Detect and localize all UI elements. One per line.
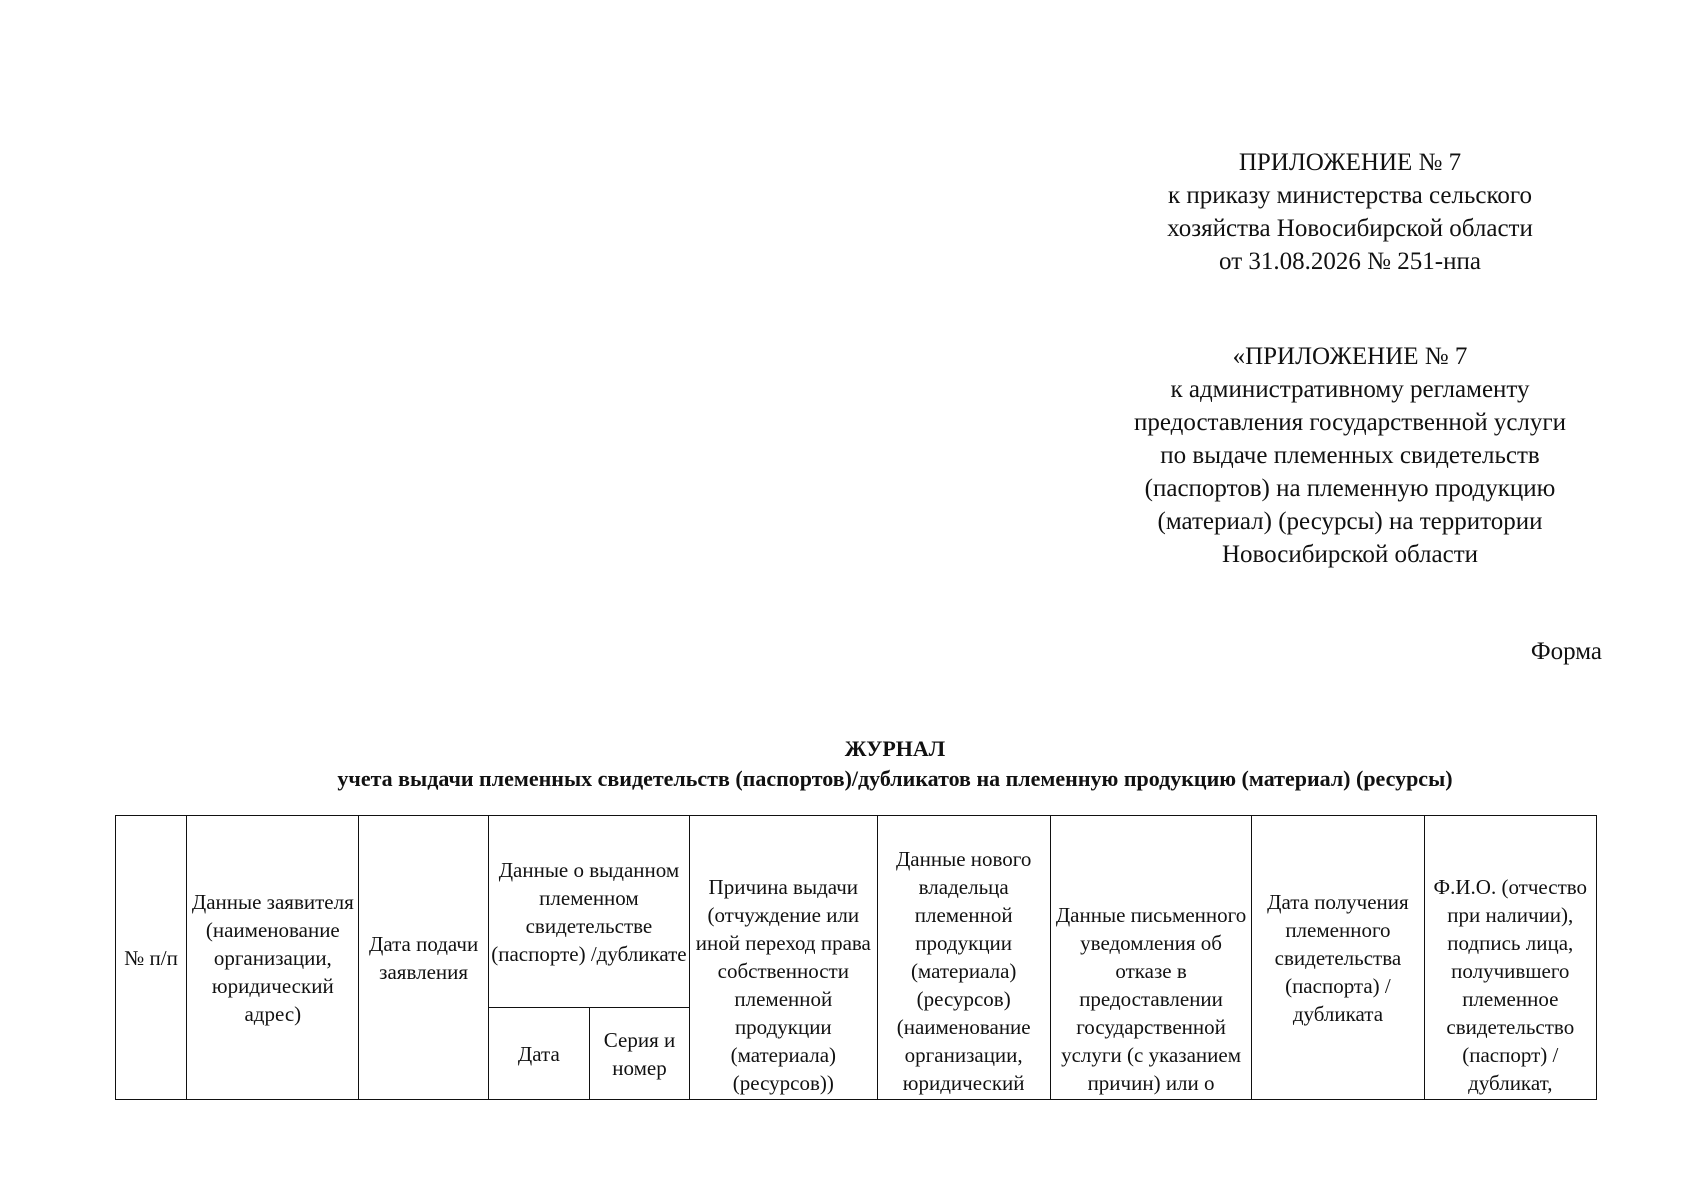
journal-heading — [0, 734, 1697, 794]
form-label: Форма — [1530, 638, 1602, 665]
journal-title: ЖУРНАЛ — [844, 736, 946, 761]
column-header-recipient-text: Ф.И.О. (отчество при наличии), подпись лица, получившего племенное свидетельство (паспорт) /дубликат, — [1433, 875, 1588, 1095]
amendment-line: хозяйства Новосибирской области — [1167, 215, 1533, 242]
original-line: Новосибирской области — [1221, 541, 1479, 568]
subcolumn-header-date: Дата — [488, 1008, 589, 1100]
column-header-application-date: Дата подачи заявления — [359, 816, 488, 1100]
column-header-issued-certificate: Данные о выданном племенном свидетельстве (паспорте) /дубликате — [488, 816, 689, 1008]
amendment-appendix-block — [1050, 146, 1650, 278]
original-line: (материал) (ресурсы) на территории — [1157, 508, 1543, 535]
journal-subtitle: учета выдачи племенных свидетельств (паспортов)/дубликатов на племенную продукцию (материал) (ресурсы) — [337, 766, 1453, 791]
column-header-recipient — [1424, 816, 1596, 1100]
original-line: предоставления государственной услуги — [1133, 409, 1567, 436]
column-header-reason-text: Причина выдачи (отчуждение или иной переход права собственности племенной продукции (материала) (ресурсов)) — [695, 875, 871, 1095]
original-line: по выдаче племенных свидетельств — [1160, 442, 1540, 469]
subcolumn-header-series-number: Серия и номер — [589, 1008, 689, 1100]
amendment-line: от 31.08.2026 № 251-нпа — [1219, 248, 1481, 275]
column-header-refusal-notice-text: Данные письменного уведомления об отказе в предоставлении государственной услуги (с указанием причин) или о — [1055, 903, 1247, 1095]
original-line: «ПРИЛОЖЕНИЕ № 7 — [1232, 343, 1468, 370]
original-line: (паспортов) на племенную продукцию — [1144, 475, 1556, 502]
original-appendix-block — [1050, 340, 1650, 571]
amendment-line: ПРИЛОЖЕНИЕ № 7 — [1238, 149, 1462, 176]
column-header-receipt-date: Дата получения племенного свидетельства (паспорта) /дубликата — [1252, 816, 1424, 1100]
column-header-applicant: Данные заявителя (наименование организации, юридический адрес) — [187, 816, 359, 1100]
column-header-reason — [690, 816, 877, 1100]
column-header-refusal-notice — [1050, 816, 1251, 1100]
original-line: к административному регламенту — [1170, 376, 1530, 403]
column-header-new-owner — [877, 816, 1050, 1100]
column-header-number: № п/п — [116, 816, 187, 1100]
column-header-new-owner-text: Данные нового владельца племенной продукции (материала) (ресурсов) (наименование организации, юридический — [895, 847, 1032, 1095]
journal-table — [115, 815, 1597, 1100]
amendment-line: к приказу министерства сельского — [1167, 182, 1532, 209]
